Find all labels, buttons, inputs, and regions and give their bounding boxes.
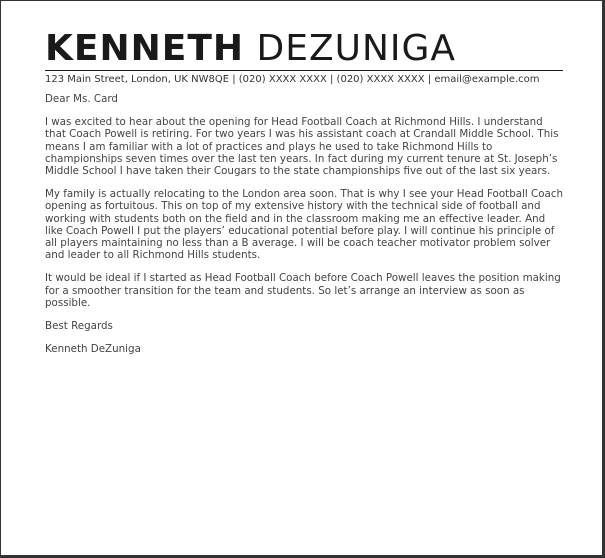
first-name: KENNETH	[45, 28, 245, 69]
contact-line: 123 Main Street, London, UK NW8QE | (020) XXXX XXXX | (020) XXXX XXXX | email@example.com	[45, 74, 540, 85]
salutation: Dear Ms. Card	[45, 93, 118, 105]
signature: Kenneth DeZuniga	[45, 343, 141, 356]
body-paragraph-2: My family is actually relocating to the London area soon. That is why I see your Head Football Coach opening as fortuitous. This on top of my extensive history with the technical side of football and working with students both on the field and in the classroom making me an effective leader. And like Coach Powell I put the players’ educational potential before play. I will continue his principle of all players maintaining no less than a B average. I will be coach teacher motivator problem solver and leader to all Richmond Hills students.	[45, 188, 564, 262]
closing: Best Regards	[45, 320, 113, 333]
last-name: DEZUNIGA	[256, 28, 457, 69]
letterhead-divider	[45, 70, 563, 71]
body-paragraph-1: I was excited to hear about the opening for Head Football Coach at Richmond Hills. I understand that Coach Powell is retiring. For two years I was his assistant coach at Crandall Middle School. This means I am familiar with a lot of practices and plays he used to take Richmond Hills to championships seven times over the last ten years. In fact during my current tenure at St. Joseph’s Middle School I have taken their Cougars to the state championships five out of the last six years.	[45, 116, 559, 178]
letterhead-name	[45, 29, 565, 69]
body-paragraph-3: It would be ideal if I started as Head Football Coach before Coach Powell leaves the position making for a smoother transition for the team and students. So let’s arrange an interview as soon as possible.	[45, 272, 561, 309]
cover-letter	[45, 29, 565, 355]
